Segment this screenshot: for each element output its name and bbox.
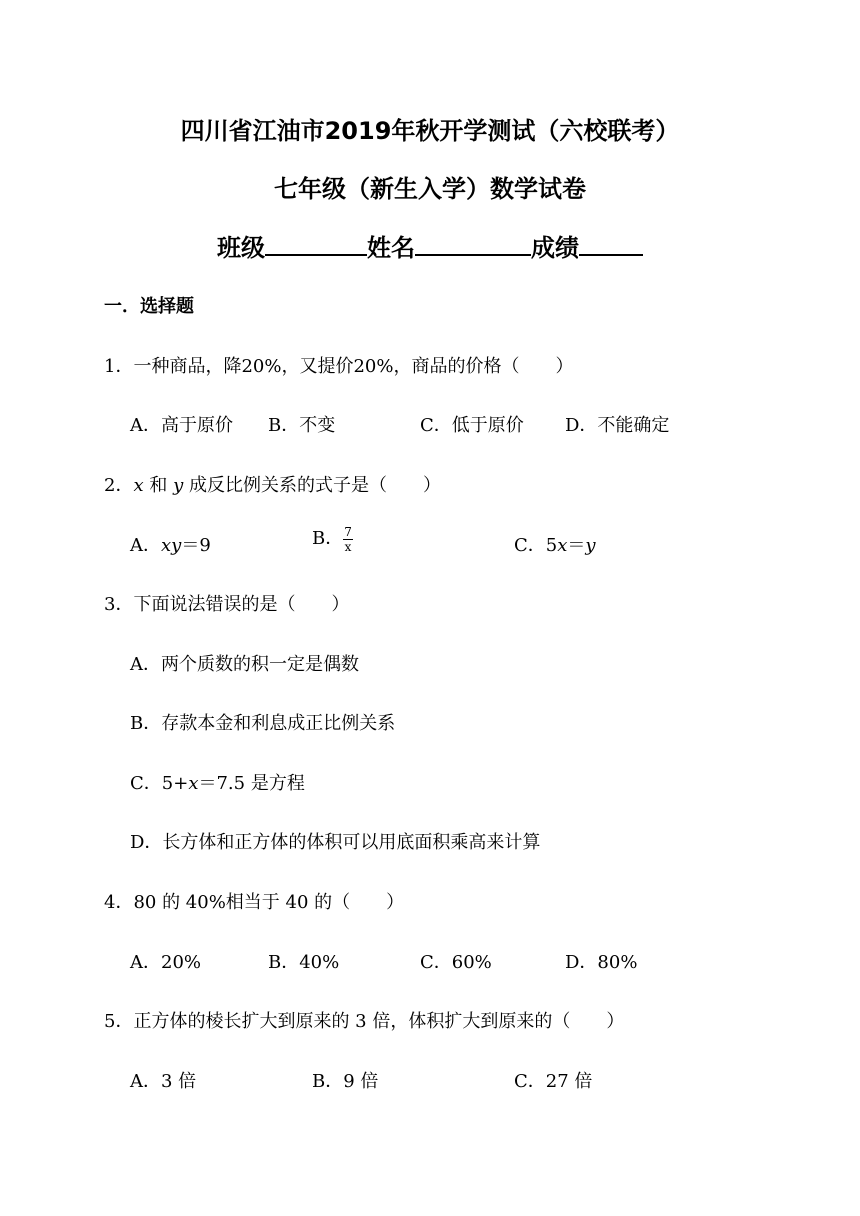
fraction: $\frac{7}{x}$ bbox=[344, 524, 352, 554]
q1-option-a: A．高于原价 bbox=[130, 415, 233, 436]
q4-option-b: B．40% bbox=[268, 952, 340, 973]
q4-option-c: C．60% bbox=[420, 952, 492, 973]
q1-option-d: D．不能确定 bbox=[565, 415, 670, 436]
q2-option-a: A．xy＝9 bbox=[130, 535, 211, 556]
q5-option-c: C．27 倍 bbox=[514, 1071, 593, 1092]
question-1: 1．一种商品，降20%，又提价20%，商品的价格（ ） bbox=[104, 356, 574, 377]
question-3: 3．下面说法错误的是（ ） bbox=[104, 594, 350, 615]
q1-option-b: B．不变 bbox=[268, 415, 336, 436]
q4-option-a: A．20% bbox=[130, 952, 202, 973]
q3-option-a: A．两个质数的积一定是偶数 bbox=[130, 654, 359, 675]
section-heading: 一．选择题 bbox=[104, 296, 194, 317]
class-blank[interactable] bbox=[265, 230, 367, 256]
score-blank[interactable] bbox=[579, 230, 643, 256]
q4-option-d: D．80% bbox=[565, 952, 638, 973]
q3-option-d: D．长方体和正方体的体积可以用底面积乘高来计算 bbox=[130, 832, 541, 853]
q2-option-b: B． $\frac{7}{x}$ bbox=[312, 524, 352, 554]
student-info-line bbox=[0, 228, 860, 263]
name-blank[interactable] bbox=[415, 230, 531, 256]
q2-option-c: C．5x＝y bbox=[514, 535, 596, 556]
question-2: 2．x 和 y 成反比例关系的式子是（ ） bbox=[104, 475, 441, 496]
score-label: 成绩 bbox=[531, 234, 579, 262]
q5-option-a: A．3 倍 bbox=[130, 1071, 197, 1092]
question-4: 4．80 的 40%相当于 40 的（ ） bbox=[104, 892, 405, 913]
exam-title: 四川省江油市2019年秋开学测试（六校联考） bbox=[180, 117, 680, 145]
exam-subtitle: 七年级（新生入学）数学试卷 bbox=[274, 175, 586, 203]
question-5: 5．正方体的棱长扩大到原来的 3 倍，体积扩大到原来的（ ） bbox=[104, 1011, 625, 1032]
q3-option-b: B．存款本金和利息成正比例关系 bbox=[130, 713, 396, 734]
q3-option-c: C．5+x＝7.5 是方程 bbox=[130, 773, 305, 794]
name-label: 姓名 bbox=[367, 234, 415, 262]
q1-option-c: C．低于原价 bbox=[420, 415, 524, 436]
q5-option-b: B．9 倍 bbox=[312, 1071, 379, 1092]
class-label: 班级 bbox=[217, 234, 265, 262]
